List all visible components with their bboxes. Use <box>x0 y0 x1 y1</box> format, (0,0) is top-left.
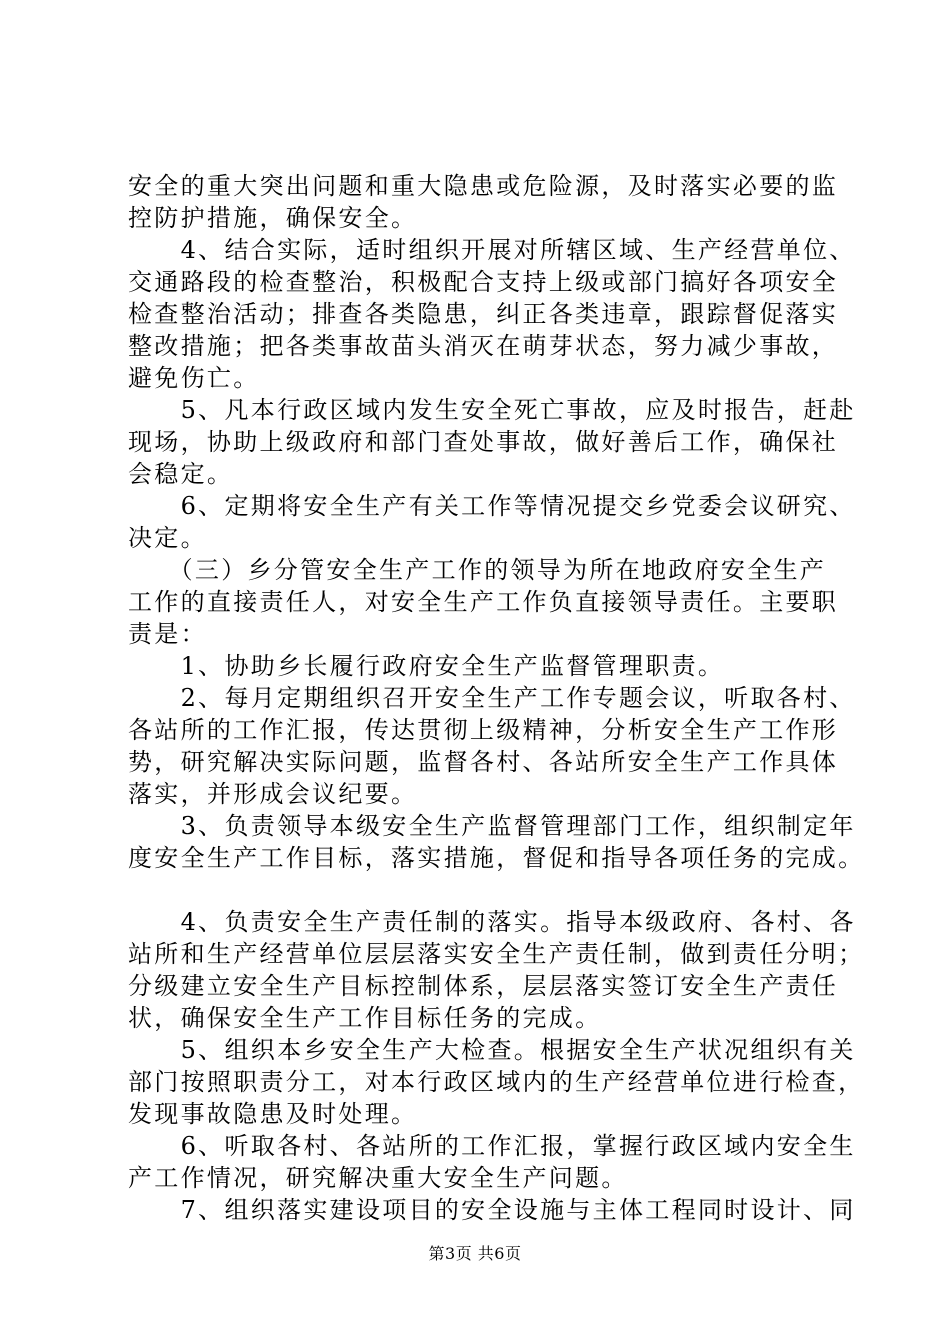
text-line: 7、组织落实建设项目的安全设施与主体工程同时设计、同 <box>128 1196 856 1224</box>
text-line: 各站所的工作汇报，传达贯彻上级精神，分析安全生产工作形 <box>128 716 839 744</box>
text-line: 度安全生产工作目标，落实措施，督促和指导各项任务的完成。 <box>128 844 865 872</box>
text-line: 控防护措施，确保安全。 <box>128 204 418 232</box>
text-line: 3、负责领导本级安全生产监督管理部门工作，组织制定年 <box>128 812 856 840</box>
text-line: 产工作情况，研究解决重大安全生产问题。 <box>128 1164 628 1192</box>
text-line: 4、负责安全生产责任制的落实。指导本级政府、各村、各 <box>128 908 856 936</box>
text-line: 会稳定。 <box>128 460 234 488</box>
text-line: 避免伤亡。 <box>128 364 260 392</box>
text-line: 5、凡本行政区域内发生安全死亡事故，应及时报告，赶赴 <box>128 396 856 424</box>
text-line: 现场，协助上级政府和部门查处事故，做好善后工作，确保社 <box>128 428 839 456</box>
text-line: 分级建立安全生产目标控制体系，层层落实签订安全生产责任 <box>128 972 839 1000</box>
text-line: 势，研究解决实际问题，监督各村、各站所安全生产工作具体 <box>128 748 839 776</box>
text-line: 1、协助乡长履行政府安全生产监督管理职责。 <box>128 652 725 680</box>
text-line: 发现事故隐患及时处理。 <box>128 1100 418 1128</box>
document-body <box>128 170 865 1226</box>
text-line: 责是： <box>128 620 207 648</box>
text-line: 部门按照职责分工，对本行政区域内的生产经营单位进行检查， <box>128 1068 865 1096</box>
page-number-footer: 第3页 共6页 <box>428 1244 522 1263</box>
text-line: 整改措施；把各类事故苗头消灭在萌芽状态，努力减少事故， <box>128 332 839 360</box>
text-line: 6、定期将安全生产有关工作等情况提交乡党委会议研究、 <box>128 492 856 520</box>
text-line: 5、组织本乡安全生产大检查。根据安全生产状况组织有关 <box>128 1036 856 1064</box>
text-line: 6、听取各村、各站所的工作汇报，掌握行政区域内安全生 <box>128 1132 856 1160</box>
text-line: 安全的重大突出问题和重大隐患或危险源，及时落实必要的监 <box>128 172 839 200</box>
text-line: 决定。 <box>128 524 207 552</box>
text-line: （三）乡分管安全生产工作的领导为所在地政府安全生产 <box>128 556 827 584</box>
text-line: 2、每月定期组织召开安全生产工作专题会议，听取各村、 <box>128 684 856 712</box>
text-line: 检查整治活动；排查各类隐患，纠正各类违章，跟踪督促落实 <box>128 300 839 328</box>
text-line: 交通路段的检查整治，积极配合支持上级或部门搞好各项安全 <box>128 268 839 296</box>
text-line: 工作的直接责任人，对安全生产工作负直接领导责任。主要职 <box>128 588 839 616</box>
text-line: 状，确保安全生产工作目标任务的完成。 <box>128 1004 602 1032</box>
text-line: 落实，并形成会议纪要。 <box>128 780 418 808</box>
text-line: 4、结合实际，适时组织开展对所辖区域、生产经营单位、 <box>128 236 856 264</box>
blank-line <box>128 874 840 906</box>
text-line: 站所和生产经营单位层层落实安全生产责任制，做到责任分明； <box>128 940 865 968</box>
